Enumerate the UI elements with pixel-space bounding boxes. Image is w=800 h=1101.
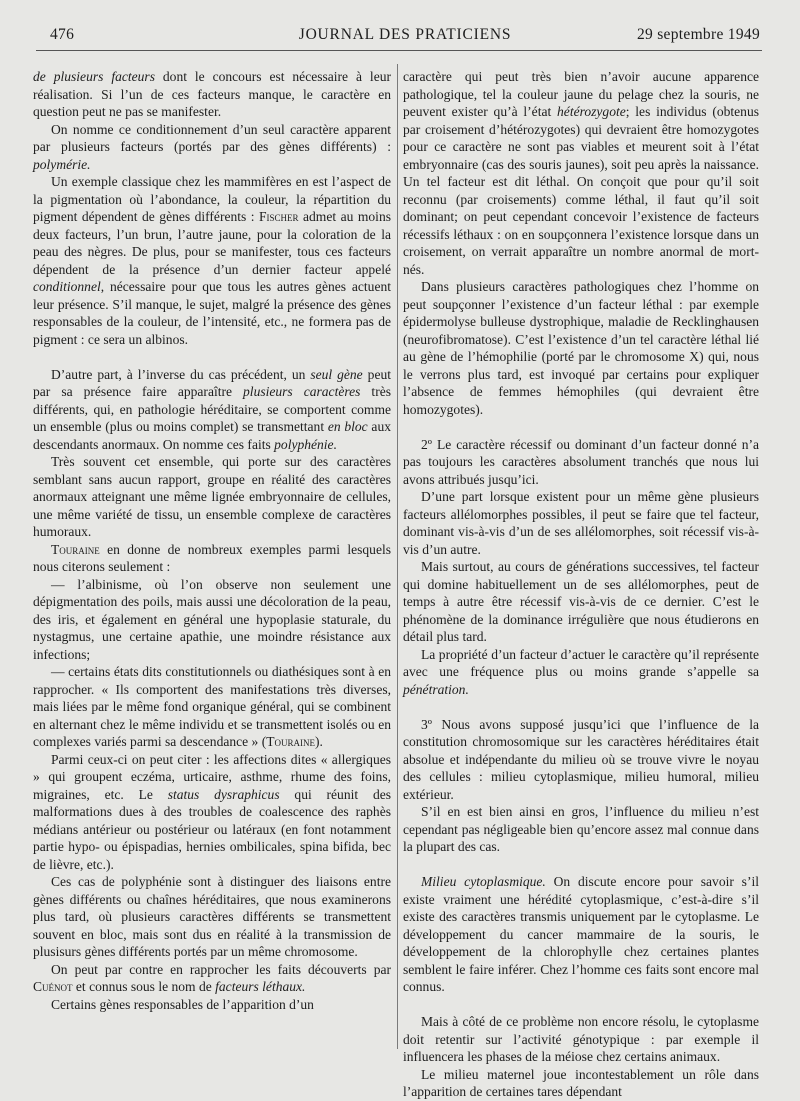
- paragraph: 2º Le caractère récessif ou dominant d’un facteur donné n’a pas toujours les caractères absolument tranchés que nous lui avons attribués jusqu’ici.: [403, 436, 759, 487]
- paragraph: Le milieu maternel joue incontestablement un rôle dans l’apparition de certaines tares dépendant: [403, 1066, 759, 1099]
- paragraph: Très souvent cet ensemble, qui porte sur des caractères semblant sans aucun rapport, groupe en réalité des caractères anormaux atteignant une même lignée embryonnaire de cellules, une même variété de tissu, un ensemble complexe de caractères humoraux.: [33, 454, 391, 539]
- paragraph: La propriété d’un facteur d’actuer le caractère qu’il représente avec une fréquence plus ou moins grande s’appelle sa pénétration.: [403, 646, 759, 697]
- paragraph: de plusieurs facteurs dont le concours est nécessaire à leur réalisation. Si l’un de ces facteurs manque, le caractère en question peut ne pas se manifester.: [33, 69, 391, 119]
- paragraph: D’une part lorsque existent pour un même gène plusieurs facteurs allélomorphes possibles, il peut se faire que tel facteur, dominant vis-à-vis d’un de ses allélomorphes, soit récessif vis-à-vis d’un autre.: [403, 489, 759, 557]
- paragraph: Mais à côté de ce problème non encore résolu, le cytoplasme doit retentir sur l’activité génotypique : par exemple il influencera les phases de la méiose chez certains animaux.: [403, 1014, 759, 1064]
- paragraph: S’il en est bien ainsi en gros, l’influence du milieu n’est cependant pas négligeable bien qu’encore assez mal connue dans la plupart des cas.: [403, 804, 759, 854]
- paragraph: caractère qui peut très bien n’avoir aucune apparence pathologique, tel la couleur jaune du pelage chez la souris, ne peuvent exister qu’à l’état hétérozygote; les individus (obtenus par croisement d’hétérozygotes) qui devraient être homozygotes pour ce caractère ne sont pas viables et meurent soit à l’état embryonnaire (cas des souris jaunes), soit peu après la naissance. Un tel facteur est dit léthal. On conçoit que pour qu’il soit reconnu (par croisements) comme léthal, il faut qu’il soit dominant; on peut cependant concevoir l’existence de facteurs récessifs léthaux : on en soupçonnera l’existence lorsque dans un croisement, on verrait apparaître un nombre anormal de mort-nés.: [403, 69, 759, 277]
- page-number: 476: [50, 26, 75, 43]
- running-header: [50, 26, 760, 48]
- paragraph: Mais surtout, au cours de générations successives, tel facteur qui domine habituellement un de ses allélomorphes, peut de temps à autre être récessif vis-à-vis de ce dernier. C’est le phénomène de la dominance irrégulière que nous étudierons en détail plus tard.: [403, 559, 759, 644]
- paragraph: Dans plusieurs caractères pathologiques chez l’homme on peut soupçonner l’existence d’un facteur léthal : par exemple épidermolyse bulleuse dystrophique, maladie de Recklinghausen (neurofibromatose). C’est l’existence d’un tel caractère léthal lié au gène de l’hémophilie (porté par le chromosome X) qui, nous le verrons plus tard, est invoqué par certains pour expliquer l’absence de femmes hémophiles (qui devraient être homozygotes).: [403, 279, 759, 417]
- paragraph: D’autre part, à l’inverse du cas précédent, un seul gène peut par sa présence faire apparaître plusieurs caractères très différents, qui, en pathologie héréditaire, se comportent comme un ensemble (plus ou moins complet) se transmettant en bloc aux descendants anormaux. On nomme ces faits polyphénie.: [33, 366, 391, 452]
- paragraph: — certains états dits constitutionnels ou diathésiques sont à en rapprocher. « Ils comportent des manifestations très diverses, mais liées par le même fond organique général, qui se combinent en alternant chez le même individu et se transmettent isolés ou en complexes variés parmi sa descendance » (Touraine).: [33, 664, 391, 749]
- paragraph: Certains gènes responsables de l’apparition d’un: [51, 996, 314, 1012]
- paragraph: Parmi ceux-ci on peut citer : les affections dites « allergiques » qui groupent eczéma, urticaire, asthme, rhume des foins, migraines, etc. Le status dysraphicus qui réunit des malformations dues à des troubles de coalescence des raphès médians antérieur ou postérieur ou latéraux (en font notamment partie hypo- ou épispadias, hernies ombilicales, spina bifida, bec de lièvre, etc.).: [33, 751, 391, 872]
- paragraph: Ces cas de polyphénie sont à distinguer des liaisons entre gènes différents ou chaînes héréditaires, que nous examinerons plus tard, où plusieurs caractères différents se transmettent souvent en bloc, mais sont dus en réalité à la transmission de plusisurs gènes différents portés par un même chromosome.: [33, 874, 391, 959]
- paragraph: Touraine en donne de nombreux exemples parmi lesquels nous citerons seulement :: [33, 541, 391, 574]
- right-column: [403, 68, 759, 1101]
- paragraph: Milieu cytoplasmique. On discute encore pour savoir s’il existe vraiment une hérédité cytoplasmique, c’est-à-dire s’il existe des caractères transmis uniquement par le cytoplasme. Le développement du cancer mammaire de la souris, le développement de la chlorophylle chez certaines plantes semblent le faire inférer. Chez l’homme ces faits sont encore mal connus.: [403, 874, 759, 994]
- left-column: [33, 68, 391, 1013]
- paragraph: 3º Nous avons supposé jusqu’ici que l’influence de la constitution chromosomique sur les caractères héréditaires était absolue et indépendante du milieu où se trouve vivre le noyau des cellules : milieu cytoplasmique, milieu humoral, milieu extérieur.: [403, 716, 759, 802]
- column-divider: [397, 64, 398, 1049]
- paragraph: — l’albinisme, où l’on observe non seulement une dépigmentation des poils, mais aussi une décoloration de la peau, des iris, et également en général une hypoplasie staturale, du nystagmus, une certaine apathie, une moindre résistance aux infections;: [33, 576, 391, 662]
- journal-title: JOURNAL DES PRATICIENS: [298, 26, 512, 43]
- issue-date: 29 septembre 1949: [636, 26, 760, 43]
- paragraph: On peut par contre en rapprocher les faits découverts par Cuénot et connus sous le nom de facteurs léthaux.: [33, 961, 391, 994]
- header-rule: [36, 50, 762, 51]
- paragraph: Un exemple classique chez les mammifères en est l’aspect de la pigmentation où l’abondance, la couleur, la répartition du pigment dépendent de gènes différents : Fischer admet au moins deux facteurs, l’un brun, l’autre jaune, pour la coloration de la peau des nègres. De plus, pour se manifester, tous ces facteurs dépendent de la présence d’un dernier facteur appelé conditionnel, nécessaire pour que tous les autres gènes actuent leur présence. S’il manque, le sujet, malgré la présence des gènes responsables de la couleur, de l’intensité, etc., ne formera pas de pigment : ce sera un albinos.: [33, 174, 391, 347]
- paragraph: On nomme ce conditionnement d’un seul caractère apparent par plusieurs facteurs (portés par des gènes différents) : polymérie.: [33, 121, 391, 172]
